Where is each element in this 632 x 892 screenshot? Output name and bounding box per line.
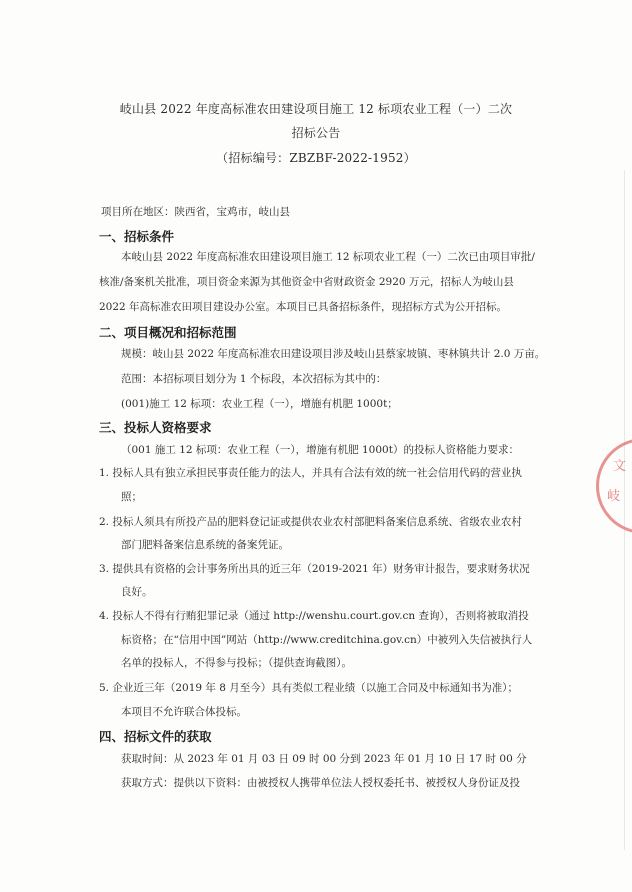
paragraph-line: 照； [121,491,142,503]
paragraph-line: 本岐山县 2022 年度高标准农田建设项目施工 12 标项农业工程（一）二次已由项目审批/ [121,251,535,263]
paragraph-line: 2. 投标人须具有所投产品的肥料登记证或提供农业农村部肥料备案信息系统、省级农业农村 [99,516,522,528]
paragraph-line: 范围：本招标项目划分为 1 个标段，本次招标为其中的： [121,373,387,385]
section-heading-bidder-qualifications: 三、投标人资格要求 [99,420,212,435]
section-heading-tender-conditions: 一、招标条件 [99,229,175,244]
official-seal-icon [596,438,632,534]
paragraph-line: 4. 投标人不得有行贿犯罪记录（通过 http://wenshu.court.gov.cn 查询），否则将被取消投 [99,610,529,622]
paragraph-line: 核准/备案机关批准，项目资金来源为其他资金中省财政资金 2920 万元，招标人为岐山县 [99,276,514,288]
paragraph-line: 名单的投标人，不得参与投标；（提供查询截图）。 [121,657,352,669]
paragraph-line: 标资格；在“信用中国”网站（http://www.creditchina.gov.cn）中被列入失信被执行人 [121,634,533,646]
paragraph-line: (001)施工 12 标项：农业工程（一），增施有机肥 1000t； [121,398,398,410]
project-location: 项目所在地区：陕西省，宝鸡市，岐山县 [101,206,290,218]
paragraph-line: （001 施工 12 标项：农业工程（一），增施有机肥 1000t）的投标人资格能力要求： [121,444,519,456]
paragraph-line: 本项目不允许联合体投标。 [121,706,247,718]
section-heading-obtain-documents: 四、招标文件的获取 [99,729,212,744]
seal-character: 岐 [607,489,621,504]
paragraph-line: 良好。 [121,586,153,598]
document-subtitle: 招标公告 [291,126,341,140]
document-title: 岐山县 2022 年度高标准农田建设项目施工 12 标项农业工程（一）二次 [119,102,513,116]
section-heading-project-overview: 二、项目概况和招标范围 [99,325,237,340]
paragraph-line: 1. 投标人具有独立承担民事责任能力的法人，并具有合法有效的统一社会信用代码的营业执 [99,467,522,479]
paragraph-line: 获取时间：从 2023 年 01 月 03 日 09 时 00 分到 2023 年 01 月 10 日 17 时 00 分 [121,753,527,765]
paragraph-line: 获取方式：提供以下资料：由被授权人携带单位法人授权委托书、被授权人身份证及投 [121,777,520,789]
tender-number: （招标编号：ZBZBF-2022-1952） [216,151,416,165]
paragraph-line: 2022 年高标准农田项目建设办公室。本项目已具备招标条件，现招标方式为公开招标。 [99,301,508,313]
paragraph-line: 部门肥料备案信息系统的备案凭证。 [121,539,289,551]
seal-character: 文 [613,459,627,474]
paragraph-line: 5. 企业近三年（2019 年 8 月至今）具有类似工程业绩（以施工合同及中标通知书为准）； [99,682,519,694]
paragraph-line: 3. 提供具有资格的会计事务所出具的近三年（2019-2021 年）财务审计报告，要求财务状况 [99,563,530,575]
paragraph-line: 规模：岐山县 2022 年度高标准农田建设项目涉及岐山县蔡家坡镇、枣林镇共计 2.0 万亩。 [121,348,546,360]
